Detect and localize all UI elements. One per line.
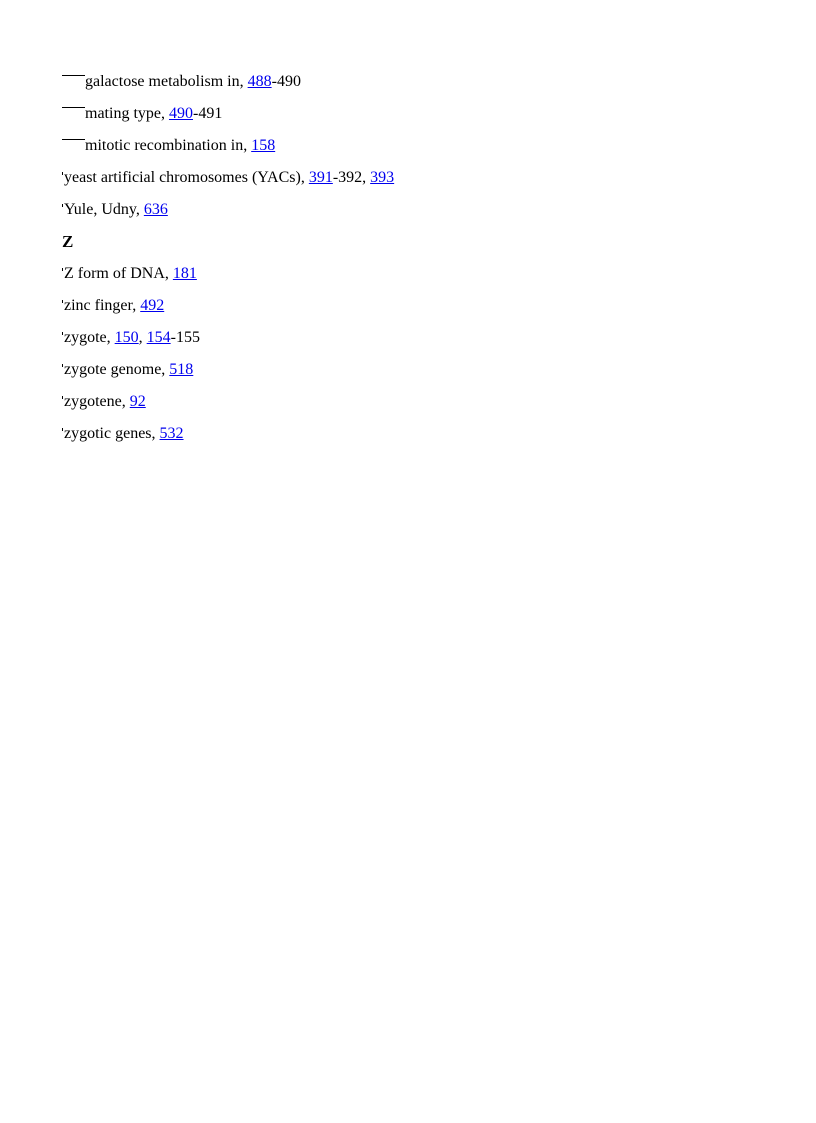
page-reference-link[interactable]: 158 [251, 137, 276, 154]
page-reference-link[interactable]: 92 [129, 393, 146, 410]
index-term: mating type, [85, 105, 169, 122]
page-range-text: , [138, 329, 147, 346]
index-term: galactose metabolism in, [85, 73, 248, 90]
entry-tick-mark [62, 204, 63, 207]
index-entry [62, 424, 762, 444]
index-list [62, 72, 762, 456]
subentry-dash-mark [62, 139, 85, 140]
page-reference-link[interactable]: 518 [169, 361, 194, 378]
index-term: zygotic genes, [64, 425, 160, 442]
page-range-text: -155 [170, 329, 200, 346]
page-range-text: -491 [192, 105, 223, 122]
page-reference-link[interactable]: 181 [172, 265, 197, 282]
index-term: yeast artificial chromosomes (YACs), [64, 169, 309, 186]
index-term: mitotic recombination in, [85, 137, 252, 154]
page-reference-link[interactable]: 488 [247, 73, 272, 90]
index-term: zinc finger, [64, 297, 141, 314]
entry-tick-mark [62, 172, 63, 175]
index-term: Z form of DNA, [64, 265, 173, 282]
entry-tick-mark [62, 268, 63, 271]
index-subentry [62, 72, 762, 92]
page-reference-link[interactable]: 154 [146, 329, 171, 346]
entry-tick-mark [62, 428, 63, 431]
entry-tick-mark [62, 300, 63, 303]
index-term: zygote, [64, 329, 115, 346]
index-entry [62, 328, 762, 348]
index-entry [62, 360, 762, 380]
entry-tick-mark [62, 396, 63, 399]
index-subentry [62, 136, 762, 156]
index-subentry [62, 104, 762, 124]
index-term: zygotene, [64, 393, 130, 410]
page-reference-link[interactable]: 490 [168, 105, 193, 122]
index-entry [62, 200, 762, 220]
index-entry [62, 168, 762, 188]
page-reference-link[interactable]: 532 [159, 425, 184, 442]
page-range-text: -490 [271, 73, 301, 90]
entry-tick-mark [62, 332, 63, 335]
section-heading: Z [62, 232, 74, 251]
index-entry [62, 296, 762, 316]
index-term: Yule, Udny, [64, 201, 144, 218]
entry-tick-mark [62, 364, 63, 367]
page-reference-link[interactable]: 150 [114, 329, 139, 346]
page-reference-link[interactable]: 492 [140, 297, 165, 314]
subentry-dash-mark [62, 75, 85, 76]
subentry-dash-mark [62, 107, 85, 108]
index-entry [62, 392, 762, 412]
page-range-text: -392, [332, 169, 371, 186]
page-reference-link[interactable]: 636 [143, 201, 168, 218]
page-reference-link[interactable]: 393 [370, 169, 395, 186]
index-term: zygote genome, [64, 361, 170, 378]
index-entry [62, 264, 762, 284]
page-reference-link[interactable]: 391 [308, 169, 333, 186]
